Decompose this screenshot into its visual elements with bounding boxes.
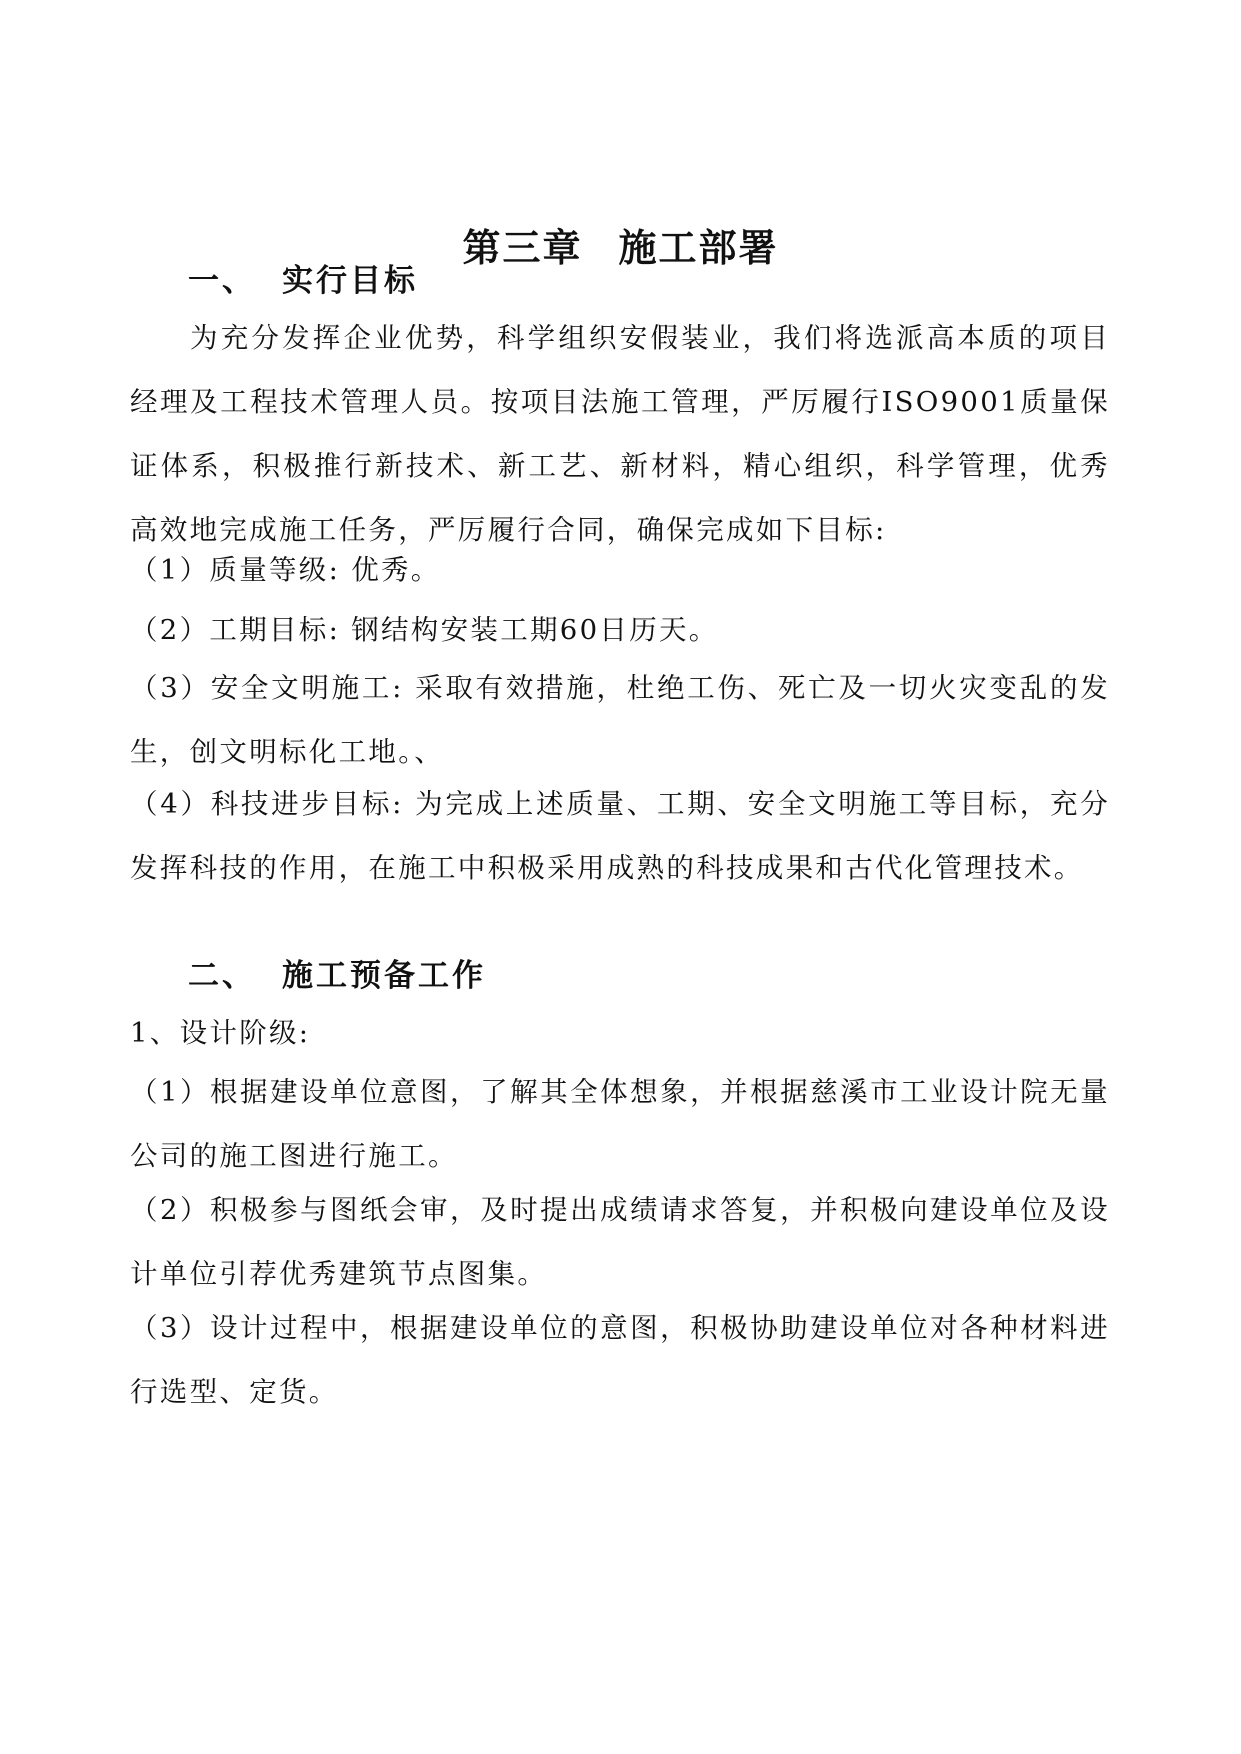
prep-item: （2）积极参与图纸会审，及时提出成绩请求答复，并积极向建设单位及设计单位引荐优秀建筑节点图集。 <box>130 1194 1110 1290</box>
subheading: 1、设计阶级: <box>130 1017 311 1049</box>
section-title: 实行目标 <box>282 263 418 299</box>
goal-item: （2）工期目标: 钢结构安装工期60日历天。 <box>130 614 719 646</box>
chapter-title-text: 施工部署 <box>618 225 779 270</box>
chapter-label: 第三章 <box>462 225 583 270</box>
section-heading-2 <box>188 955 486 997</box>
section-number: 二、 <box>188 958 256 994</box>
section-number: 一、 <box>188 263 256 299</box>
prep-item: （3）设计过程中，根据建设单位的意图，积极协助建设单位对各种材料进行选型、定货。 <box>130 1312 1110 1408</box>
chapter-title <box>0 222 1241 274</box>
goal-item: （1）质量等级: 优秀。 <box>130 554 441 586</box>
prep-item: （1）根据建设单位意图，了解其全体想象，并根据慈溪市工业设计院无量公司的施工图进行施工。 <box>130 1076 1110 1172</box>
section-1-intro: 为充分发挥企业优势，科学组织安假装业，我们将选派高本质的项目经理及工程技术管理人员。按项目法施工管理，严厉履行ISO9001质量保证体系，积极推行新技术、新工艺、新材料，精心组织，科学管理，优秀高效地完成施工任务，严厉履行合同，确保完成如下目标: <box>130 322 1110 546</box>
goal-item: （4）科技进步目标: 为完成上述质量、工期、安全文明施工等目标，充分发挥科技的作用，在施工中积极采用成熟的科技成果和古代化管理技术。 <box>130 788 1110 884</box>
goal-item: （3）安全文明施工: 采取有效措施，杜绝工伤、死亡及一切火灾变乱的发生，创文明标化工地。、 <box>130 672 1110 768</box>
section-title: 施工预备工作 <box>282 958 486 994</box>
section-heading-1 <box>188 260 418 302</box>
